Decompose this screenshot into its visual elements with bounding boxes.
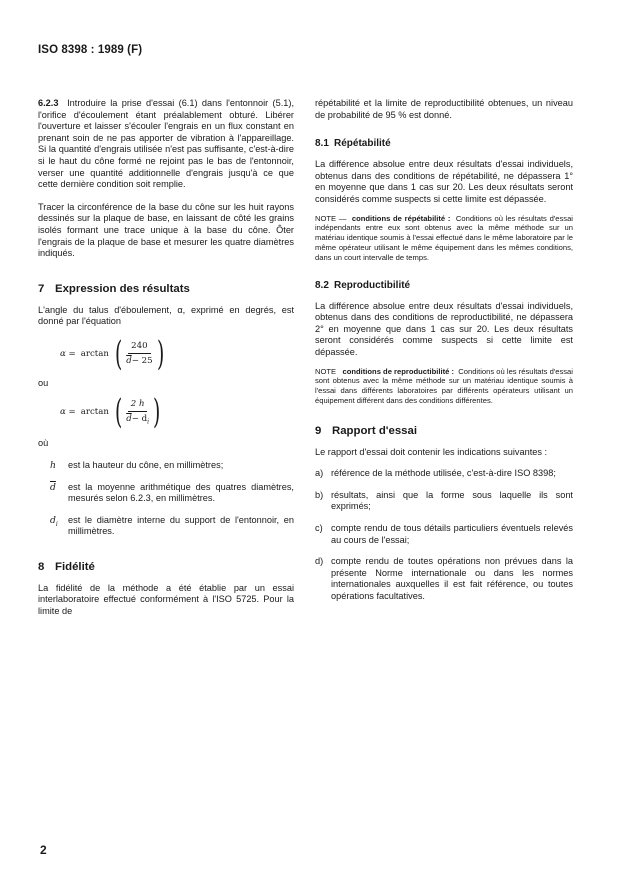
list-label: a) bbox=[315, 468, 324, 479]
note-text: Conditions où les résultats d'essai indépendants entre eux sont obtenus avec la même méthode sur un matériau identique soumis à l'essai effectué dans le même laboratoire par le même opérateur utilisant le même équipement dans les mêmes conditions, dans un court intervalle de temps. bbox=[315, 213, 573, 262]
document-header: ISO 8398 : 1989 (F) bbox=[38, 44, 143, 56]
list-text: résultats, ainsi que la forme sous laquelle ils sont exprimés; bbox=[331, 489, 573, 512]
section-title: Fidélité bbox=[55, 560, 95, 573]
section-8-1-heading bbox=[315, 137, 573, 150]
right-paren: ) bbox=[153, 391, 161, 432]
section-9-heading bbox=[315, 424, 573, 438]
where-connector: où bbox=[38, 437, 49, 448]
definition-di bbox=[38, 515, 294, 538]
definition-text: est la hauteur du cône, en millimètres; bbox=[68, 459, 224, 470]
subscript: i bbox=[147, 418, 150, 426]
section-number: 8 bbox=[38, 560, 45, 573]
list-item bbox=[315, 556, 573, 602]
fraction bbox=[126, 399, 149, 426]
section-7-intro: L'angle du talus d'éboulement, α, exprimé en degrés, est donné par l'équation bbox=[38, 304, 294, 327]
d-bar: $\overline{d}$ bbox=[126, 356, 132, 367]
right-column bbox=[315, 98, 573, 603]
equation-lhs: α = bbox=[60, 348, 76, 359]
list-label: c) bbox=[315, 523, 323, 534]
note-label: NOTE — bbox=[315, 213, 347, 223]
section-9-intro: Le rapport d'essai doit contenir les indications suivantes : bbox=[315, 446, 548, 457]
section-8-2-text: La différence absolue entre deux résultats d'essai individuels, obtenus dans des conditions de reproductibilité, ne dépassera 2° en moyenne que dans 1 cas sur 20. Les deux résultats seront considérés comme suspects si cette limite est dépassée. bbox=[315, 300, 573, 357]
symbol: h bbox=[50, 459, 56, 471]
den-rest: − 25 bbox=[131, 356, 153, 367]
list-item bbox=[315, 490, 573, 513]
symbol-letter: d bbox=[50, 514, 56, 526]
note-repeatability bbox=[315, 214, 573, 263]
d-bar: $\overline{d}$ bbox=[126, 413, 132, 424]
section-number: 8.2 bbox=[315, 279, 329, 291]
equation-function: arctan bbox=[80, 348, 109, 359]
definition-text: est la moyenne arithmétique des quatres diamètres, mesurés selon 6.2.3, en millimètres. bbox=[68, 481, 294, 504]
definition-h bbox=[38, 460, 294, 472]
list-label: d) bbox=[315, 556, 324, 567]
left-paren: ( bbox=[114, 333, 123, 374]
section-title: Expression des résultats bbox=[55, 282, 190, 295]
denominator bbox=[126, 354, 152, 366]
list-text: référence de la méthode utilisée, c'est-à-dire ISO 8398; bbox=[331, 468, 556, 479]
fraction bbox=[126, 341, 152, 366]
list-item bbox=[315, 468, 573, 480]
note-term: conditions de répétabilité : bbox=[351, 213, 451, 223]
clause-number: 6.2.3 bbox=[38, 98, 59, 108]
section-8-2-heading bbox=[315, 279, 573, 292]
section-8-heading bbox=[38, 560, 294, 574]
equation-function: arctan bbox=[80, 406, 109, 417]
list-text: compte rendu de tous détails particuliers éventuels relevés au cours de l'essai; bbox=[331, 523, 573, 545]
note-label: NOTE bbox=[315, 366, 337, 376]
note-term: conditions de reproductibilité : bbox=[342, 366, 454, 376]
subscript: i bbox=[55, 520, 58, 528]
note-reproducibility bbox=[315, 367, 573, 406]
section-title: Reproductibilité bbox=[334, 279, 411, 291]
equation-lhs: α = bbox=[60, 406, 76, 417]
page-number: 2 bbox=[40, 843, 47, 857]
section-title: Répétabilité bbox=[334, 138, 391, 150]
symbol: $\overline{d}$ bbox=[50, 481, 56, 493]
clause-text: Introduire la prise d'essai (6.1) dans l'entonnoir (5.1), l'orifice d'écoulement étant préalablement obturé. Libérer l'ouverture et laisser s'écouler l'engrais en un flux constant en prenant soin de ne pas apporter de vibration à l'appareillage. Si la quantité d'engrais utilisée n'est pas suffisante, c'est-à-dire si le haut du cône formé ne rejoint pas le bas de l'entonnoir, verser une quantité additionnelle d'engrais jusqu'à ce que cette dernière condition soit remplie. bbox=[38, 98, 294, 190]
left-column bbox=[38, 98, 294, 618]
section-8-1-text: La différence absolue entre deux résultats d'essai individuels, obtenus dans des conditions de répétabilité, ne dépassera 1° en moyenne que dans 1 cas sur 20. Les deux résultats seront considérés comme suspects si cette limite est dépassée. bbox=[315, 159, 573, 204]
equation-1 bbox=[60, 332, 294, 376]
paragraph-6-2-3 bbox=[38, 98, 294, 191]
den-rest: − d bbox=[131, 413, 148, 424]
section-number: 9 bbox=[315, 424, 322, 437]
list-text: compte rendu de toutes opérations non prévues dans la présente Norme internationale ou dans les normes internationales auxquelles il est fait référence, ou toutes opérations facultatives. bbox=[331, 556, 573, 602]
list-label: b) bbox=[315, 489, 324, 500]
continued-text: répétabilité et la limite de reproductibilité obtenues, un niveau de probabilité de 95 % est donné. bbox=[315, 98, 573, 120]
section-title: Rapport d'essai bbox=[332, 424, 417, 437]
left-paren: ( bbox=[114, 391, 123, 432]
definition-d bbox=[38, 482, 294, 505]
definition-text: est le diamètre interne du support de l'entonnoir, en millimètres. bbox=[68, 514, 294, 537]
equation-2 bbox=[60, 390, 294, 434]
section-8-text: La fidélité de la méthode a été établie par un essai interlaboratoire effectué conformément à l'ISO 5725. Pour la limite de bbox=[38, 582, 294, 617]
paragraph-trace: Tracer la circonférence de la base du cône sur les huit rayons dessinés sur la plaque de base, en laissant de côté les grains isolés formant une trace unique à la base du cône. Ôter l'engrais de la plaque de base et mesurer les quatre diamètres indiqués. bbox=[38, 201, 294, 259]
list-item bbox=[315, 523, 573, 546]
section-number: 8.1 bbox=[315, 138, 329, 150]
section-number: 7 bbox=[38, 282, 45, 295]
note-text: Conditions où les résultats d'essai sont obtenus avec la même méthode sur un matériau identique soumis à l'essai dans différents laboratoires par différents opérateurs utilisant un équipement différent dans des conditions différentes. bbox=[315, 366, 573, 405]
section-7-heading bbox=[38, 282, 294, 296]
or-connector: ou bbox=[38, 377, 49, 388]
symbol bbox=[50, 515, 68, 538]
numerator: 2 h bbox=[128, 399, 148, 412]
numerator: 240 bbox=[128, 341, 150, 354]
denominator bbox=[126, 412, 149, 426]
right-paren: ) bbox=[156, 333, 164, 374]
